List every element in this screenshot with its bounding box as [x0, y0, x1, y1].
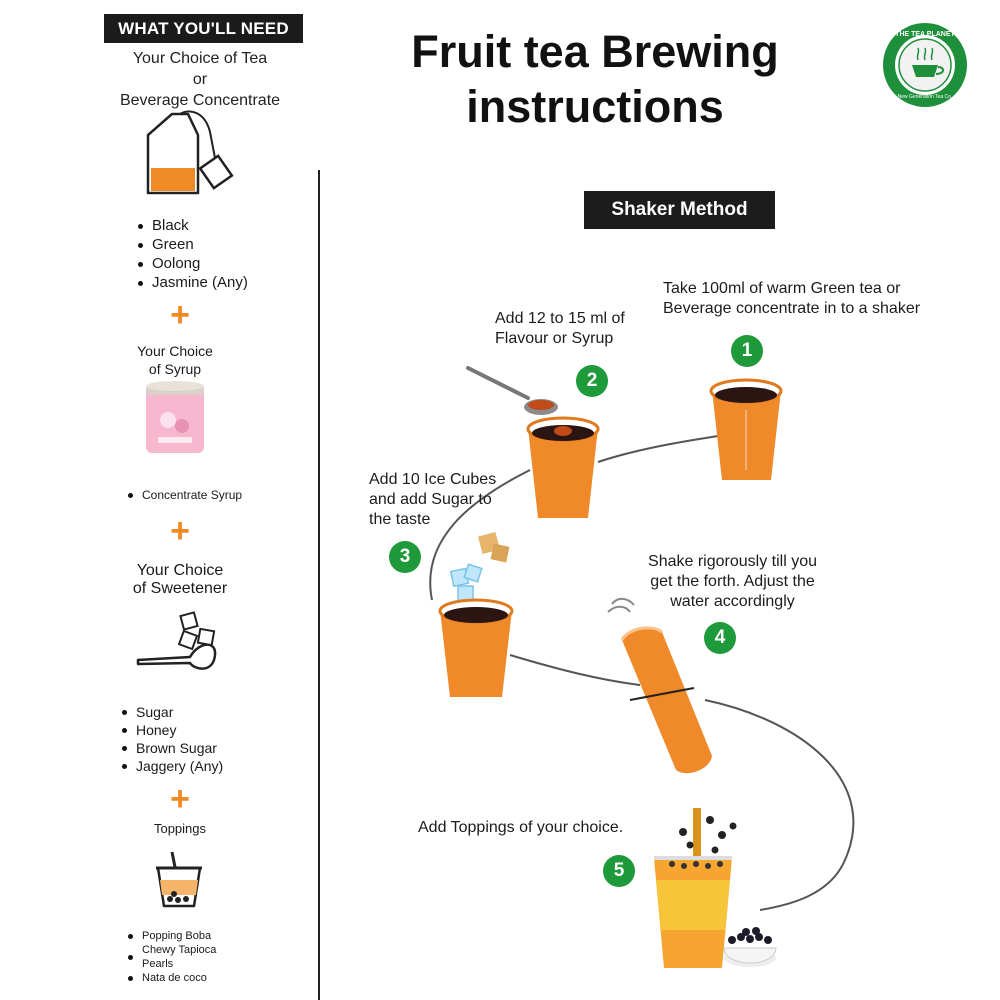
step5-text: Add Toppings of your choice.: [418, 819, 624, 836]
page-title-line1: Fruit tea Brewing: [411, 26, 779, 77]
sweetener-choice-heading: [110, 562, 250, 598]
step4-text: Shake rigorously till you get the forth. Adjust the water accordingly: [648, 553, 817, 610]
tea-choice-line2: or: [192, 71, 208, 88]
step5-number: 5: [603, 855, 635, 887]
logo-top-text: THE TEA PLANET: [895, 31, 955, 38]
step4-number: 4: [704, 622, 736, 654]
column-divider: [318, 170, 320, 1000]
syrup-jar-image: [146, 381, 204, 453]
shaker-method-badge: Shaker Method: [584, 191, 775, 229]
list-item: Black: [138, 216, 248, 235]
syrup-choice-line1: Your Choice: [137, 343, 213, 359]
step1-cup: [711, 380, 781, 480]
logo-bottom-text: New Generation Tea Co.: [897, 94, 953, 100]
step2-text: Add 12 to 15 ml of Flavour or Syrup: [495, 310, 625, 347]
step1-text: Take 100ml of warm Green tea or Beverage concentrate in to a shaker: [663, 280, 921, 317]
list-item: Honey: [122, 721, 223, 739]
what-you-need-badge: WHAT YOU'LL NEED: [104, 14, 303, 43]
tea-choice-line3: Beverage Concentrate: [119, 92, 281, 109]
tea-bag-icon: [148, 111, 232, 193]
page-title: [350, 24, 840, 134]
syrup-choice-line2: of Syrup: [148, 361, 202, 377]
step3-number: 3: [389, 541, 421, 573]
plus-icon: +: [170, 512, 190, 550]
step4-shaker: [608, 599, 712, 773]
tea-list: [138, 216, 248, 292]
list-item: Brown Sugar: [122, 739, 223, 757]
list-item: Green: [138, 235, 248, 254]
list-item: Sugar: [122, 703, 223, 721]
syrup-list: [128, 487, 242, 503]
step3-cup: [440, 532, 512, 697]
tea-choice-heading: [100, 48, 300, 111]
list-item: Nata de coco: [128, 971, 238, 985]
page-title-line2: instructions: [466, 81, 724, 132]
list-item: Jasmine (Any): [138, 273, 248, 292]
step5-bubble-tea: [654, 808, 776, 968]
toppings-heading: Toppings: [153, 821, 207, 836]
sweetener-choice-line1: Your Choice: [136, 562, 224, 579]
sweetener-spoon-icon: [138, 612, 215, 668]
list-item: Popping Boba: [128, 929, 238, 943]
logo-text-overlay: [883, 22, 967, 106]
tea-choice-line1: Your Choice of Tea: [132, 50, 268, 67]
toppings-list: [128, 929, 238, 985]
plus-icon: +: [170, 780, 190, 818]
sweetener-choice-line2: of Sweetener: [132, 580, 228, 597]
step3-text: Add 10 Ice Cubes and add Sugar to the taste: [369, 471, 497, 528]
list-item: Oolong: [138, 254, 248, 273]
step1-number: 1: [731, 335, 763, 367]
syrup-choice-heading: [110, 342, 240, 378]
plus-icon: +: [170, 296, 190, 334]
list-item: Chewy Tapioca Pearls: [128, 943, 224, 971]
sweetener-list: [122, 703, 223, 775]
list-item: Jaggery (Any): [122, 757, 223, 775]
list-item: Concentrate Syrup: [128, 487, 242, 503]
step2-number: 2: [576, 365, 608, 397]
bubble-tea-icon: [156, 852, 202, 906]
